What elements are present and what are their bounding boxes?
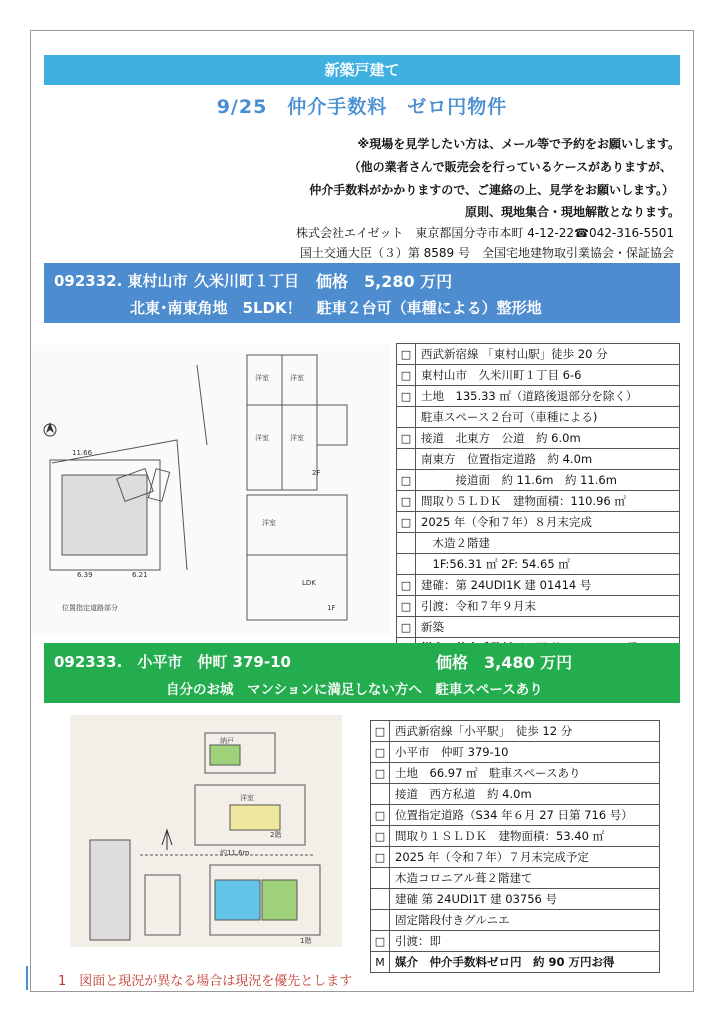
property-2-info-row [371,805,660,826]
property-1-info-row [397,449,680,470]
property-1-info-row-text: 東村山市 久米川町１丁目 6-6 [416,365,680,386]
svg-text:納戸: 納戸 [220,737,234,745]
checkbox-mark: □ [397,365,416,386]
property-2-info-row-text: 媒介 仲介手数料ゼロ円 約 90 万円お得 [390,952,660,973]
company-info: 株式会社エイゼット 東京都国分寺市本町 4-12-22☎042-316-5501 [295,226,674,240]
property-2-info-row-text: 固定階段付きグルニエ [390,910,660,931]
property-1-info-row-text: 木造２階建 [416,533,680,554]
checkbox-mark: □ [397,386,416,407]
svg-text:洋室: 洋室 [290,434,304,442]
checkbox-mark [397,449,416,470]
svg-text:洋室: 洋室 [255,434,269,442]
property-1-info-row-text: 1F:56.31 ㎡ 2F: 54.65 ㎡ [416,554,680,575]
property-1-floor-plan-drawing [32,345,390,635]
svg-text:洋室: 洋室 [262,519,276,527]
footer-accent-bar [26,966,28,990]
svg-text:2階: 2階 [270,831,282,839]
property-2-info-row [371,952,660,973]
property-2-header [44,643,680,703]
property-2-info-row-text: 2025 年（令和７年）７月末完成予定 [390,847,660,868]
property-2-info-table [370,720,660,973]
property-2-info-row [371,742,660,763]
property-1-info-table [396,343,680,659]
svg-text:11.66: 11.66 [72,449,93,457]
property-2-info-row [371,931,660,952]
property-2-info-row [371,847,660,868]
checkbox-mark [371,868,390,889]
property-2-price: 価格 3,480 万円 [436,653,573,672]
checkbox-mark: □ [397,470,416,491]
property-2-info-row-text: 西武新宿線「小平駅」 徒歩 12 分 [390,721,660,742]
property-1-info-row [397,386,680,407]
license-info: 国土交通大臣（３）第 8589 号 全国宅地建物取引業協会・保証協会 [299,246,674,260]
property-1-info-row [397,554,680,575]
property-2-floor-plan-drawing [70,715,342,947]
property-2-info-row-text: 土地 66.97 ㎡ 駐車スペースあり [390,763,660,784]
property-2-info-row-text: 小平市 仲町 379-10 [390,742,660,763]
property-1-info-row-text: 南東方 位置指定道路 約 4.0m [416,449,680,470]
property-1-header [44,263,680,323]
category-banner: 新築戸建て [44,55,680,85]
property-1-town: 久米川町１丁目 [194,272,300,290]
property-1-info-row [397,365,680,386]
property-1-info-row-text: 新築 [416,617,680,638]
property-1-floor-plan [32,345,390,635]
property-1-info-row-text: 土地 135.33 ㎡（道路後退部分を除く） [416,386,680,407]
notice-line-4: 原則、現地集合・現地解散となります。 [464,205,680,219]
property-2-tagline: 自分のお城 マンションに満足しない方へ 駐車スペースあり [166,682,543,698]
north-arrow-icon [44,422,56,436]
property-1-info-row [397,491,680,512]
property-1-info-row-text: 接道面 約 11.6m 約 11.6m [416,470,680,491]
property-2-info-row [371,868,660,889]
property-2-id: 092333. 小平市 仲町 379-10 [54,653,291,671]
property-1-info-row-text: 西武新宿線 「東村山駅」徒歩 20 分 [416,344,680,365]
checkbox-mark: □ [397,491,416,512]
svg-text:6.21: 6.21 [132,571,148,579]
notice-line-2: （他の業者さんで販売会を行っているケースがありますが、 [348,160,672,174]
checkbox-mark [397,533,416,554]
checkbox-mark: □ [371,742,390,763]
notice-line-1: ※現場を見学したい方は、メール等で予約をお願いします。 [357,137,680,151]
property-2-info-row-text: 接道 西方私道 約 4.0m [390,784,660,805]
svg-text:洋室: 洋室 [290,374,304,382]
checkbox-mark: M [371,952,390,973]
checkbox-mark [371,889,390,910]
property-1-info-row [397,596,680,617]
property-1-info-row [397,575,680,596]
property-2-floor-plan [70,715,342,947]
checkbox-mark [397,554,416,575]
checkbox-mark: □ [397,617,416,638]
checkbox-mark: □ [397,428,416,449]
checkbox-mark: □ [397,512,416,533]
property-1-info-row-text: 接道 北東方 公道 約 6.0m [416,428,680,449]
svg-text:LDK: LDK [302,579,316,587]
property-1-info-row-text: 引渡：令和７年９月末 [416,596,680,617]
svg-text:6.39: 6.39 [77,571,93,579]
property-1-info-row-text: 駐車スペース２台可（車種による) [416,407,680,428]
checkbox-mark: □ [371,931,390,952]
property-1-info-row-text: 建確：第 24UDI1K 建 01414 号 [416,575,680,596]
property-1-info-row [397,533,680,554]
checkbox-mark: □ [397,596,416,617]
headline: 9/25 仲介手数料 ゼロ円物件 [216,96,508,118]
property-2-info-row-text: 位置指定道路（S34 年６月 27 日第 716 号） [390,805,660,826]
checkbox-mark: □ [371,721,390,742]
svg-text:1階: 1階 [300,937,312,945]
property-1-tagline: 北東･南東角地 5LDK！ 駐車２台可（車種による）整形地 [130,299,542,317]
checkbox-mark [371,784,390,805]
property-1-price: 価格 5,280 万円 [316,272,453,291]
checkbox-mark: □ [371,805,390,826]
svg-text:1F: 1F [327,604,336,612]
svg-text:位置指定道路部分: 位置指定道路部分 [62,604,118,612]
property-1-info-row [397,617,680,638]
notice-line-3: 仲介手数料がかかりますので、ご連絡の上、見学をお願いします。） [309,183,674,197]
svg-text:洋室: 洋室 [240,794,254,802]
property-1-info-row [397,428,680,449]
svg-text:約11.6m: 約11.6m [220,849,250,857]
property-1-info-row [397,512,680,533]
svg-text:洋室: 洋室 [255,374,269,382]
property-1-info-row [397,470,680,491]
property-2-info-row [371,784,660,805]
checkbox-mark: □ [371,826,390,847]
property-2-info-row [371,889,660,910]
property-2-info-row [371,910,660,931]
property-2-info-row [371,826,660,847]
svg-text:2F: 2F [312,469,321,477]
property-2-info-row-text: 木造コロニアル葺２階建て [390,868,660,889]
property-2-info-row-text: 建確 第 24UDI1T 建 03756 号 [390,889,660,910]
checkbox-mark: □ [397,575,416,596]
property-2-info-row-text: 引渡：即 [390,931,660,952]
property-2-info-row [371,721,660,742]
checkbox-mark: □ [371,847,390,868]
property-1-id: 092332. 東村山市 [54,272,188,290]
disclaimer-footer: 1 図面と現況が異なる場合は現況を優先とします [58,974,353,989]
property-2-info-row [371,763,660,784]
checkbox-mark: □ [397,344,416,365]
property-2-info-row-text: 間取り１ＳＬＤＫ 建物面積：53.40 ㎡ [390,826,660,847]
property-1-info-row-text: 間取り５ＬＤＫ 建物面積：110.96 ㎡ [416,491,680,512]
north-arrow-icon-2 [162,830,172,850]
property-1-info-row [397,407,680,428]
checkbox-mark: □ [371,763,390,784]
property-1-info-row-text: 2025 年（令和７年）８月末完成 [416,512,680,533]
property-1-info-row [397,344,680,365]
checkbox-mark [397,407,416,428]
checkbox-mark [371,910,390,931]
